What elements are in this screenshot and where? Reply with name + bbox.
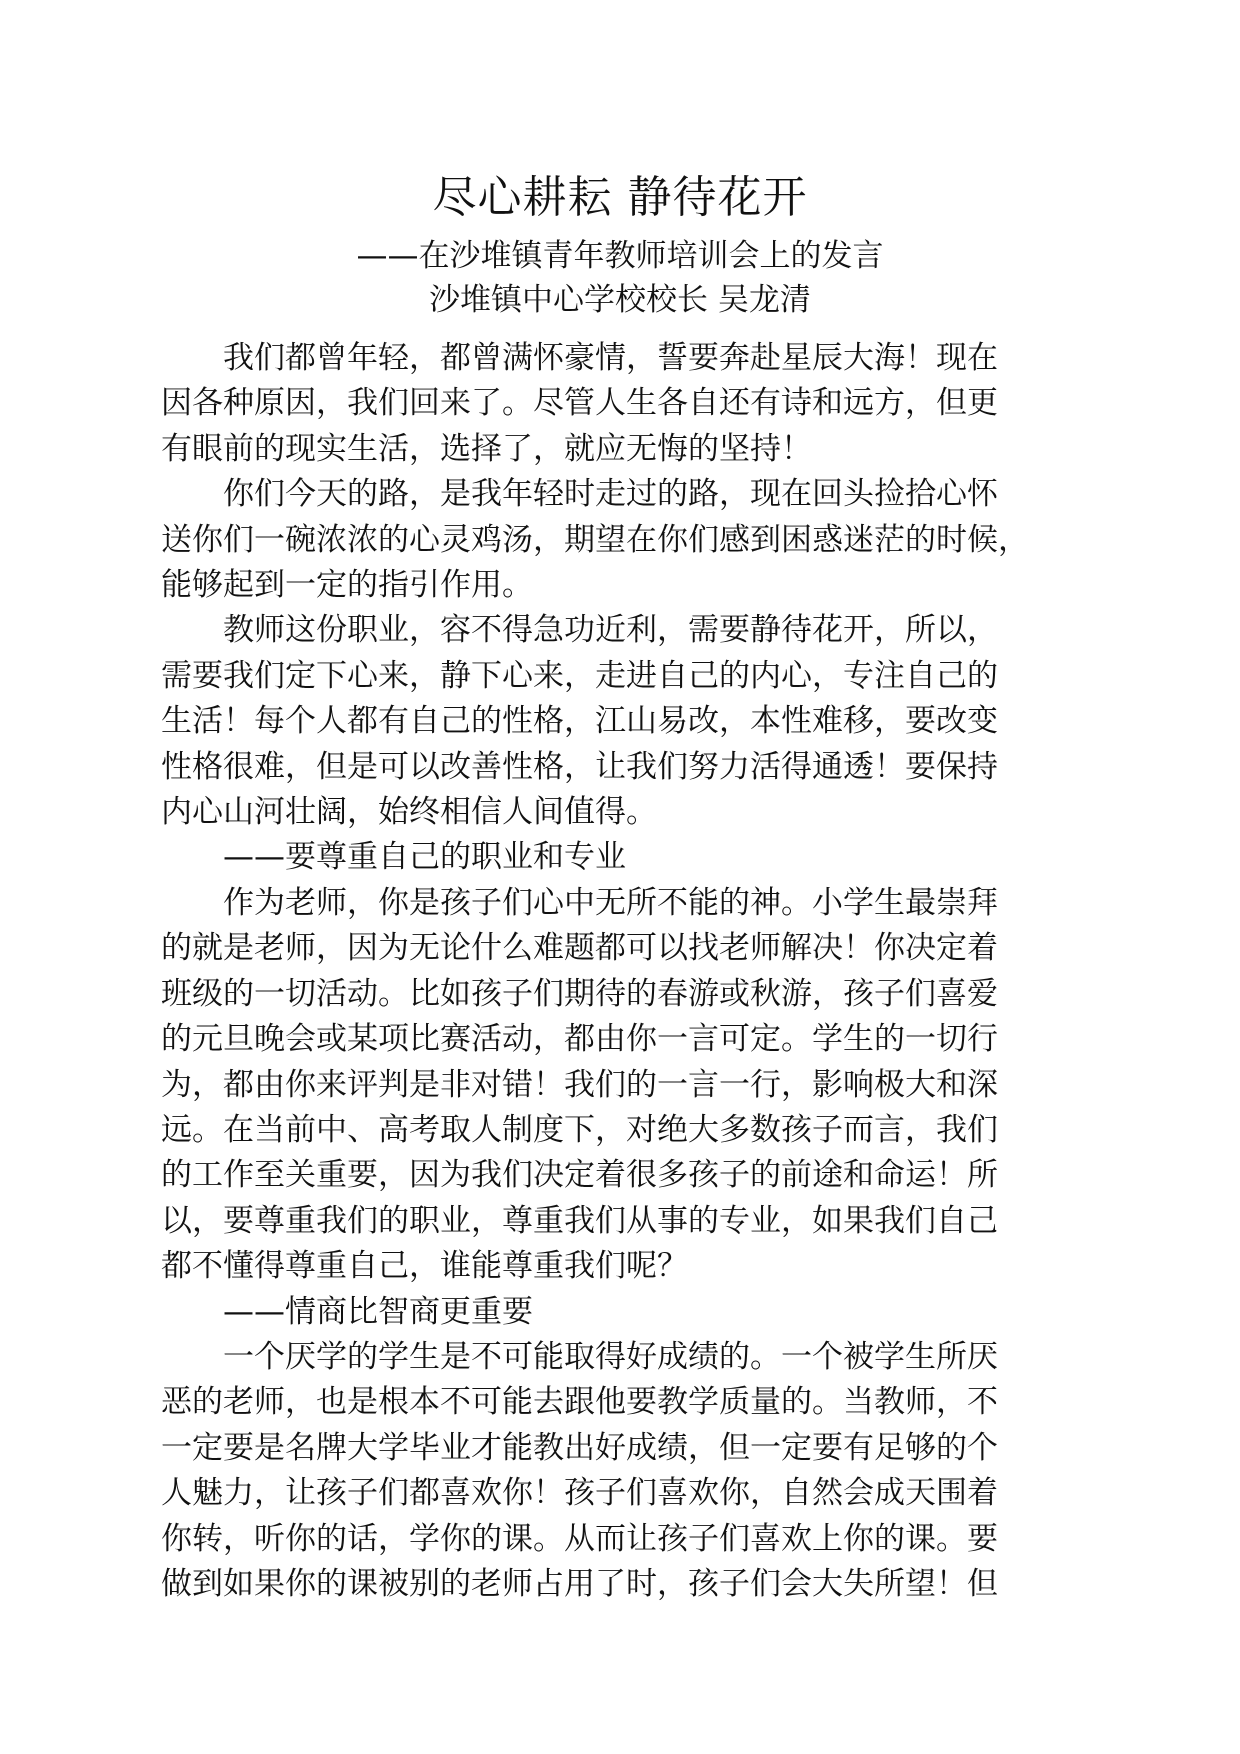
document-header (0, 168, 1240, 322)
text-line: 因各种原因，我们回来了。尽管人生各自还有诗和远方，但更 (161, 385, 998, 422)
text-line: 生活！每个人都有自己的性格，江山易改，本性难移，要改变 (161, 703, 998, 740)
text-line: 为，都由你来评判是非对错！我们的一言一行，影响极大和深 (161, 1066, 998, 1103)
section-heading: ——情商比智商更重要 (161, 1293, 533, 1330)
text-line: 有眼前的现实生活，选择了，就应无悔的坚持！ (161, 430, 812, 467)
text-line: 一个厌学的学生是不可能取得好成绩的。一个被学生所厌 (161, 1338, 998, 1375)
text-line: 作为老师，你是孩子们心中无所不能的神。小学生最崇拜 (161, 884, 998, 921)
author-line: 沙堆镇中心学校校长 吴龙清 (429, 282, 811, 318)
text-line: 需要我们定下心来，静下心来，走进自己的内心，专注自己的 (161, 657, 998, 694)
text-line: 以，要尊重我们的职业，尊重我们从事的专业，如果我们自己 (161, 1202, 998, 1239)
document-subtitle: ——在沙堆镇青年教师培训会上的发言 (356, 238, 884, 274)
document-body (161, 336, 1093, 1607)
text-line: 教师这份职业，容不得急功近利，需要静待花开，所以， (161, 612, 998, 649)
text-line: 远。在当前中、高考取人制度下，对绝大多数孩子而言，我们 (161, 1111, 998, 1148)
text-line: 你们今天的路，是我年轻时走过的路，现在回头捡拾心怀 (161, 476, 998, 513)
text-line: 班级的一切活动。比如孩子们期待的春游或秋游，孩子们喜爱 (161, 975, 998, 1012)
text-line: 性格很难，但是可以改善性格，让我们努力活得通透！要保持 (161, 748, 998, 785)
text-line: 恶的老师，也是根本不可能去跟他要教学质量的。当教师，不 (161, 1384, 998, 1421)
text-line: 内心山河壮阔，始终相信人间值得。 (161, 794, 657, 831)
text-line: 能够起到一定的指引作用。 (161, 567, 533, 604)
text-line: 做到如果你的课被别的老师占用了时，孩子们会大失所望！但 (161, 1565, 998, 1602)
text-line: 我们都曾年轻，都曾满怀豪情，誓要奔赴星辰大海！现在 (161, 340, 998, 376)
text-line: 的就是老师，因为无论什么难题都可以找老师解决！你决定着 (161, 930, 998, 967)
text-line: 人魅力，让孩子们都喜欢你！孩子们喜欢你，自然会成天围着 (161, 1475, 998, 1512)
text-line: 你转，听你的话，学你的课。从而让孩子们喜欢上你的课。要 (161, 1520, 998, 1557)
section-heading: ——要尊重自己的职业和专业 (161, 839, 626, 876)
text-line: 送你们一碗浓浓的心灵鸡汤，期望在你们感到困惑迷茫的时候， (161, 521, 1029, 558)
text-line: 一定要是名牌大学毕业才能教出好成绩，但一定要有足够的个 (161, 1429, 998, 1466)
text-line: 的工作至关重要，因为我们决定着很多孩子的前途和命运！所 (161, 1157, 998, 1194)
text-line: 的元旦晚会或某项比赛活动，都由你一言可定。学生的一切行 (161, 1021, 998, 1058)
document-title: 尽心耕耘 静待花开 (432, 172, 808, 223)
text-line: 都不懂得尊重自己，谁能尊重我们呢？ (161, 1248, 688, 1285)
